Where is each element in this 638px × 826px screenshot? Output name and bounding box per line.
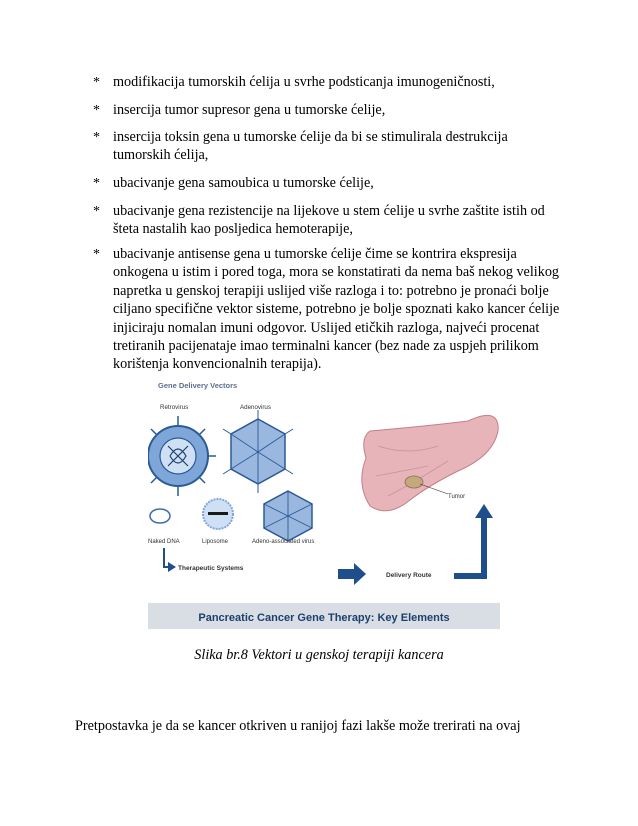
bullet-marker: *	[93, 247, 100, 262]
aav-icon	[264, 491, 312, 541]
bullet-text: ubacivanje gena rezistencije na lijekove u stem ćelije u svrhe zaštite istih od šteta nastalih kao posljedica hemoterapije,	[113, 203, 545, 238]
bullet-item	[93, 73, 573, 91]
bullet-marker: *	[93, 75, 100, 90]
adenovirus-icon	[223, 410, 293, 493]
aav-label: Adeno-associated virus	[252, 539, 315, 545]
pancreas-icon	[362, 415, 498, 510]
liposome-icon	[203, 499, 233, 529]
delivery-arrow	[338, 563, 366, 585]
delivery-route-label: Delivery Route	[386, 572, 432, 579]
retrovirus-label: Retrovirus	[160, 404, 189, 411]
naked-dna-icon	[150, 509, 170, 523]
bullet-text: insercija tumor supresor gena u tumorske ćelije,	[113, 102, 386, 118]
bullet-item	[93, 245, 573, 374]
body-paragraph: Pretpostavka je da se kancer otkriven u ranijoj fazi lakše može trerirati na ovaj	[75, 718, 521, 734]
figure-caption: Slika br.8 Vektori u genskoj terapiji kancera	[194, 647, 444, 663]
bullet-text: ubacivanje gena samoubica u tumorske ćelije,	[113, 175, 374, 191]
bullet-marker: *	[93, 103, 100, 118]
bullet-item	[93, 174, 573, 192]
tumor-icon	[405, 476, 423, 488]
bullet-marker: *	[93, 204, 100, 219]
gene-therapy-figure	[148, 376, 500, 629]
retrovirus-icon	[148, 416, 216, 496]
figure-banner-text: Pancreatic Cancer Gene Therapy: Key Elements	[198, 612, 450, 624]
bullet-marker: *	[93, 176, 100, 191]
bullet-text: modifikacija tumorskih ćelija u svrhe podsticanja imunogeničnosti,	[113, 74, 495, 90]
adenovirus-label: Adenovirus	[240, 404, 271, 411]
bullet-marker: *	[93, 130, 100, 145]
tumor-label: Tumor	[448, 494, 466, 500]
bullet-item	[93, 202, 573, 239]
figure-illustration	[148, 376, 500, 629]
bullet-text: ubacivanje antisense gena u tumorske ćelije čime se kontrira ekspresija onkogena u istim i pored toga, mora se konstatirati da nema baš nekog velikog napretka u genskoj terapiji uslijed više razloga i to: potrebno je pronaći bolje ciljano specifične vektor sisteme, potrebno je bolje spoznati kako kancer ćelije injiciraju nomalan imuni odgovor. Uslijed etičkih razloga, najveći procenat tretiranih pacijenataje imao terminalni kancer (bez nade za uspjeh prilikom korištenja konvencionalnih terapija).	[113, 246, 560, 373]
figure-title: Gene Delivery Vectors	[158, 381, 238, 390]
liposome-label: Liposome	[202, 539, 229, 545]
therapeutic-systems-label: Therapeutic Systems	[178, 565, 244, 572]
bullet-item	[93, 101, 573, 119]
bullet-item	[93, 128, 553, 165]
naked-dna-label: Naked DNA	[148, 539, 180, 545]
bullet-text: insercija toksin gena u tumorske ćelije da bi se stimulirala destrukcija tumorskih ćelija,	[113, 129, 508, 164]
route-arrow-up	[454, 516, 484, 576]
